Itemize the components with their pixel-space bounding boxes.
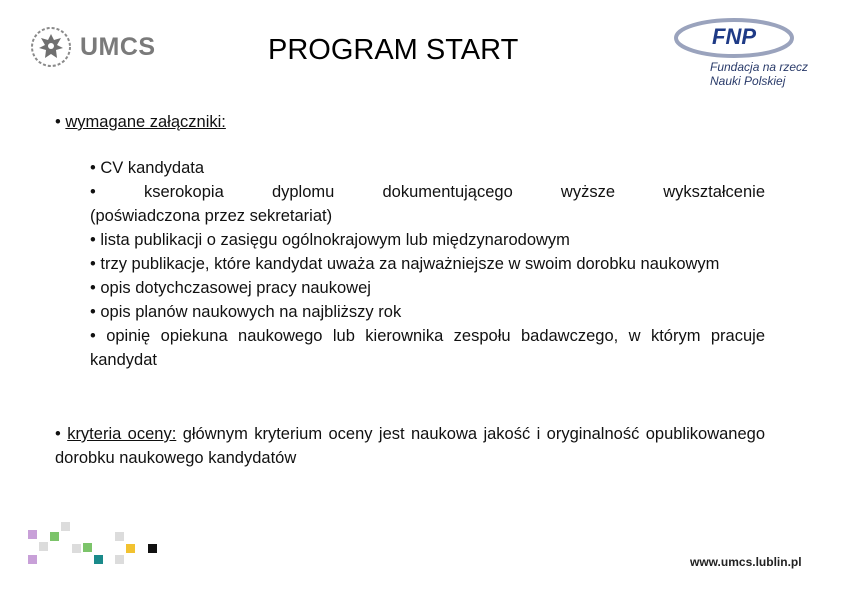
- fnp-subtitle: [710, 60, 808, 88]
- list-item: • opis planów naukowych na najbliższy rok: [90, 303, 402, 321]
- fnp-subtitle-line2: Nauki Polskiej: [710, 74, 786, 88]
- fnp-wordmark: FNP: [712, 24, 756, 49]
- pixel-square: [94, 555, 103, 564]
- list-item: • CV kandydata: [90, 159, 205, 177]
- pixel-square: [28, 555, 37, 564]
- attachments-heading: [55, 110, 226, 134]
- pixel-square: [28, 530, 37, 539]
- fnp-subtitle-line1: Fundacja na rzecz: [710, 60, 809, 74]
- pixel-square: [39, 542, 48, 551]
- attachments-heading-text: wymagane załączniki:: [65, 113, 226, 131]
- list-item: • opinię opiekuna naukowego lub kierownika zespołu badawczego, w którym pracuje kandydat: [90, 327, 765, 369]
- list-item: • opis dotychczasowej pracy naukowej: [90, 279, 371, 297]
- criteria-heading: kryteria oceny:: [67, 425, 177, 443]
- pixel-square: [61, 522, 70, 531]
- list-item: (poświadczona przez sekretariat): [90, 207, 333, 225]
- pixel-square: [50, 532, 59, 541]
- umcs-logo: [30, 26, 156, 68]
- footer-url: www.umcs.lublin.pl: [690, 555, 802, 569]
- list-item: • lista publikacji o zasięgu ogólnokrajowym lub międzynarodowym: [90, 231, 570, 249]
- pixel-square: [115, 555, 124, 564]
- attachments-list: [90, 156, 765, 372]
- criteria-text: głównym kryterium oceny jest naukowa jakość i oryginalność opublikowanego dorobku naukowego kandydatów: [55, 425, 765, 467]
- list-item: • kserokopia dyplomu dokumentującego wyższe wykształcenie: [90, 183, 765, 201]
- decorative-pixel-pattern: [28, 522, 168, 570]
- pixel-square: [83, 543, 92, 552]
- pixel-square: [126, 544, 135, 553]
- fnp-logo: [672, 10, 832, 90]
- list-item: • trzy publikacje, które kandydat uważa za najważniejsze w swoim dorobku naukowym: [90, 255, 720, 273]
- page-title: PROGRAM START: [268, 34, 519, 66]
- pixel-square: [148, 544, 157, 553]
- bullet: •: [55, 113, 61, 131]
- criteria-paragraph: [55, 422, 765, 470]
- pixel-square: [115, 532, 124, 541]
- eagle-emblem-icon: [30, 26, 72, 68]
- pixel-square: [72, 544, 81, 553]
- umcs-wordmark: UMCS: [80, 32, 156, 61]
- bullet: •: [55, 425, 61, 443]
